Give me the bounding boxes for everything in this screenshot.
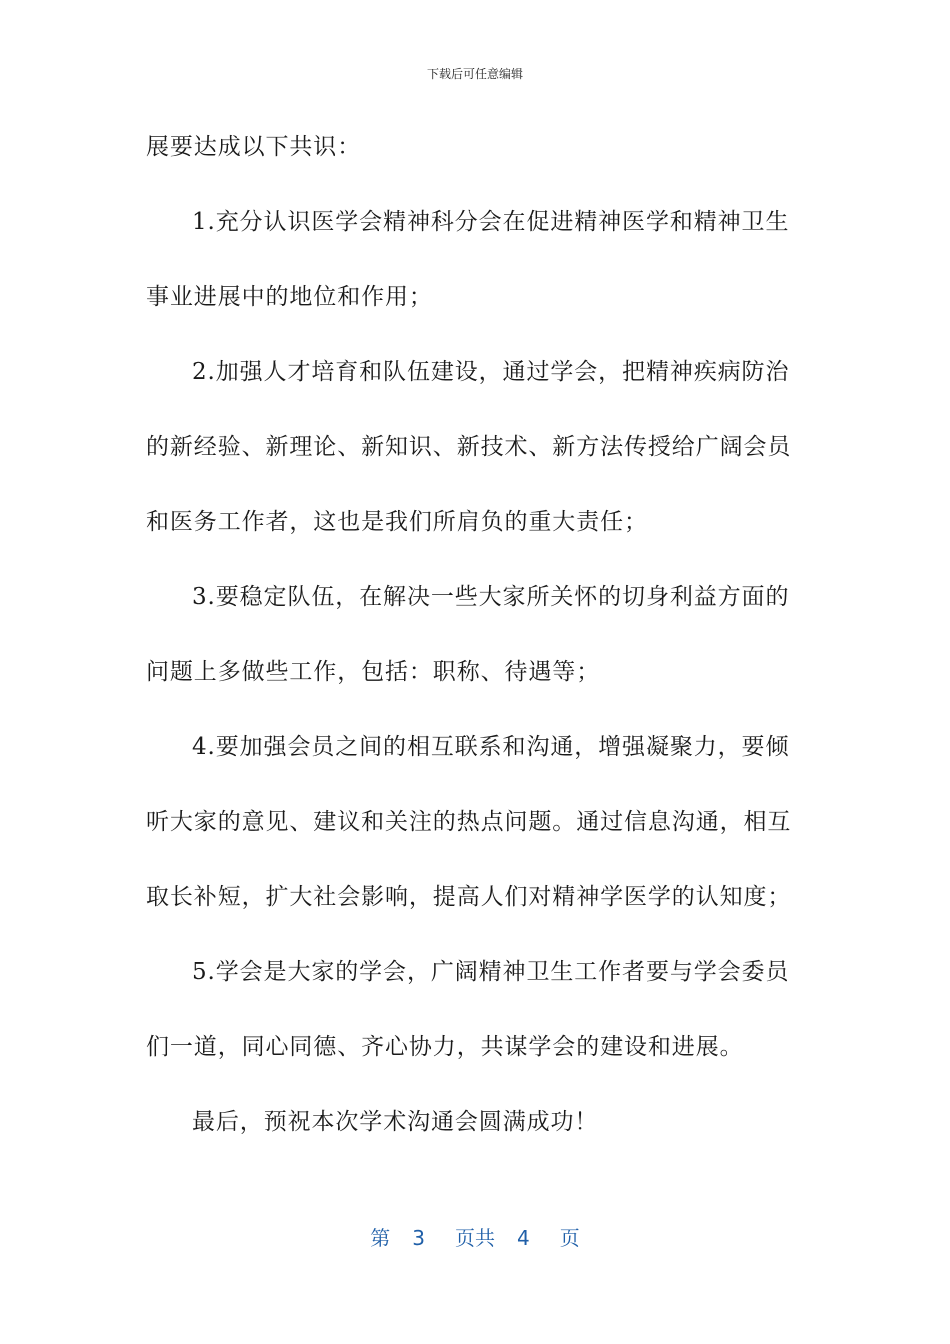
paragraph-line: 的新经验、新理论、新知识、新技术、新方法传授给广阔会员: [146, 434, 792, 460]
paragraph-line: 和医务工作者，这也是我们所肩负的重大责任；: [146, 509, 648, 535]
paragraph-line: 2.加强人才培育和队伍建设，通过学会，把精神疾病防治: [192, 359, 790, 385]
paragraph-line: 取长补短，扩大社会影响，提高人们对精神学医学的认知度；: [146, 884, 792, 910]
paragraph-line: 1.充分认识医学会精神科分会在促进精神医学和精神卫生: [192, 209, 790, 235]
page-footer: [0, 1224, 950, 1252]
page-label-suffix: 页: [559, 1226, 580, 1250]
paragraph-line: 展要达成以下共识：: [146, 134, 362, 160]
paragraph-line: 问题上多做些工作，包括：职称、待遇等；: [146, 659, 601, 685]
paragraph-line: 听大家的意见、建议和关注的热点问题。通过信息沟通，相互: [146, 809, 792, 835]
page-header: 下载后可任意编辑: [426, 67, 523, 81]
page-label-middle: 页共: [455, 1226, 495, 1250]
page-label-prefix: 第: [370, 1226, 391, 1250]
paragraph-line: 事业进展中的地位和作用；: [146, 284, 433, 310]
paragraph-line: 5.学会是大家的学会，广阔精神卫生工作者要与学会委员: [192, 959, 790, 985]
paragraph-line: 3.要稳定队伍，在解决一些大家所关怀的切身利益方面的: [192, 584, 790, 610]
paragraph-line: 们一道，同心同德、齐心协力，共谋学会的建设和进展。: [146, 1034, 744, 1060]
page-number-total: 4: [517, 1226, 530, 1250]
paragraph-line: 4.要加强会员之间的相互联系和沟通，增强凝聚力，要倾: [192, 734, 790, 760]
page-number-current: 3: [412, 1226, 425, 1250]
paragraph-line: 最后，预祝本次学术沟通会圆满成功！: [192, 1109, 599, 1135]
document-body: [146, 123, 804, 1173]
